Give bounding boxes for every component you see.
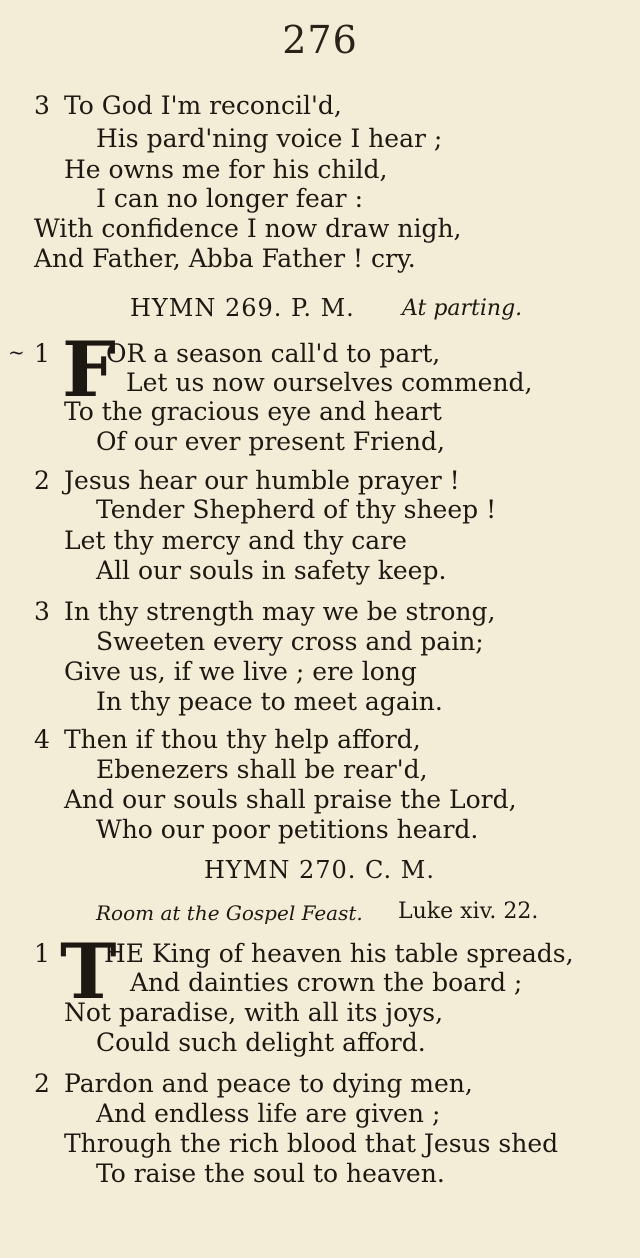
verse-line: Who our poor petitions heard.: [96, 815, 479, 844]
hymn-heading: HYMN 270. C. M.: [204, 856, 436, 884]
verse-line: To raise the soul to heaven.: [96, 1159, 445, 1188]
verse-line: Let us now ourselves commend,: [126, 368, 533, 397]
verse-line: Let thy mercy and thy care: [64, 526, 407, 555]
verse-line: And Father, Abba Father ! cry.: [34, 244, 416, 273]
verse-line: Tender Shepherd of thy sheep !: [96, 495, 497, 524]
verse-number: 4: [34, 725, 50, 754]
verse-line: His pard'ning voice I hear ;: [96, 124, 443, 153]
hymn-subtitle: Room at the Gospel Feast.: [96, 901, 363, 925]
verse-line: Then if thou thy help afford,: [64, 725, 421, 754]
verse-number: 1: [34, 339, 50, 368]
drop-cap: T: [60, 927, 117, 1016]
verse-line: In thy strength may we be strong,: [64, 597, 496, 626]
verse-line: Give us, if we live ; ere long: [64, 657, 417, 686]
margin-mark: ~: [8, 340, 25, 364]
verse-line: All our souls in safety keep.: [96, 556, 447, 585]
verse-line: And our souls shall praise the Lord,: [64, 785, 517, 814]
hymn-heading: HYMN 269. P. M.: [130, 294, 355, 322]
verse-line: Not paradise, with all its joys,: [64, 998, 444, 1027]
verse-line: Sweeten every cross and pain;: [96, 627, 484, 656]
verse-number: 2: [34, 466, 50, 495]
verse-line: With confidence I now draw nigh,: [34, 214, 462, 243]
verse-line: HE King of heaven his table spreads,: [104, 939, 574, 968]
verse-line: In thy peace to meet again.: [96, 687, 443, 716]
verse-line: And endless life are given ;: [96, 1099, 441, 1128]
verse-line: And dainties crown the board ;: [130, 968, 523, 997]
verse-line: Jesus hear our humble prayer !: [64, 466, 460, 495]
verse-number: 3: [34, 597, 50, 626]
verse-number: 1: [34, 939, 50, 968]
verse-line: Could such delight afford.: [96, 1028, 426, 1057]
verse-number: 3: [34, 91, 50, 120]
hymn-subtitle: At parting.: [402, 296, 523, 321]
drop-cap: F: [62, 325, 116, 414]
verse-number: 2: [34, 1069, 50, 1098]
verse-line: I can no longer fear :: [96, 184, 363, 213]
verse-line: OR a season call'd to part,: [106, 339, 441, 368]
scripture-reference: Luke xiv. 22.: [398, 899, 539, 924]
verse-line: To God I'm reconcil'd,: [64, 91, 342, 120]
verse-line: Of our ever present Friend,: [96, 427, 445, 456]
verse-line: To the gracious eye and heart: [64, 397, 442, 426]
verse-line: Ebenezers shall be rear'd,: [96, 755, 428, 784]
page-number: 276: [282, 18, 358, 62]
verse-line: Through the rich blood that Jesus shed: [64, 1129, 559, 1158]
verse-line: He owns me for his child,: [64, 155, 388, 184]
verse-line: Pardon and peace to dying men,: [64, 1069, 473, 1098]
